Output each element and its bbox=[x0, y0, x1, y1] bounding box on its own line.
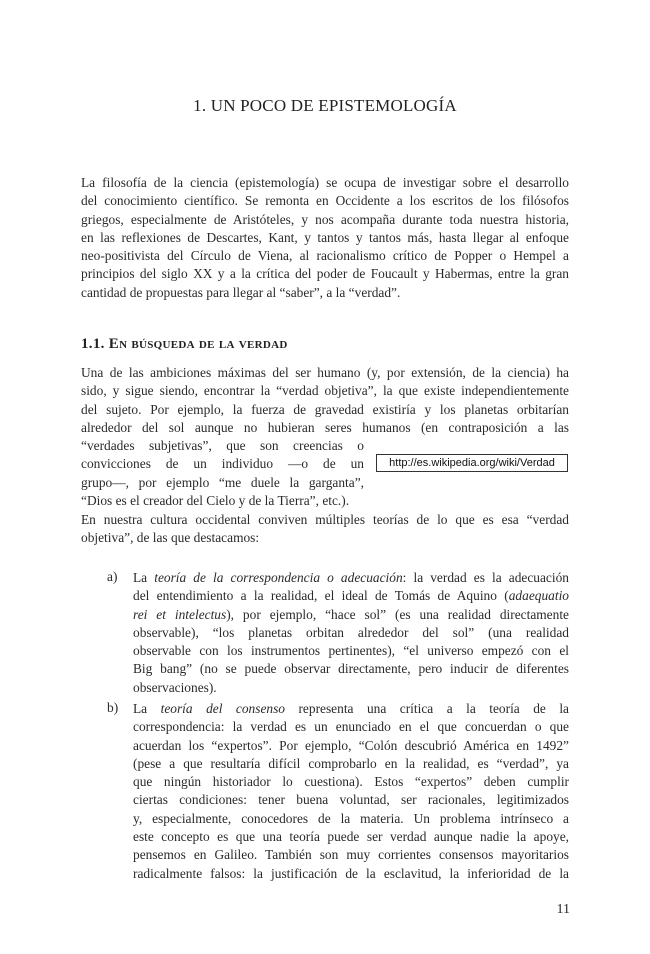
italic-text: adaequatio bbox=[508, 588, 569, 604]
text-line bbox=[133, 642, 569, 660]
text-line bbox=[133, 606, 569, 624]
text-segment: correspondencia: la verdad es un enunciado en el que concuerdan o que bbox=[133, 719, 569, 735]
text-line bbox=[133, 791, 569, 809]
text-segment: “verdades subjetivas”, que son creencias o bbox=[81, 438, 364, 453]
text-line bbox=[133, 846, 569, 864]
text-line bbox=[133, 587, 569, 605]
text-segment: grupo—, por ejemplo “me duele la garganta”, bbox=[81, 474, 364, 490]
text-line bbox=[81, 284, 569, 302]
text-line bbox=[81, 211, 569, 229]
italic-text: rei et intelectus bbox=[133, 606, 227, 622]
text-line bbox=[133, 773, 569, 791]
italic-text: teoría del consenso bbox=[160, 701, 285, 716]
section-paragraph-continued bbox=[81, 437, 364, 510]
text-line bbox=[133, 569, 569, 587]
text-segment: alrededor del sol aunque no hubieran seres humanos (en contraposición a las bbox=[81, 419, 569, 435]
text-segment: en las reflexiones de Descartes, Kant, y tantos y tantos más, hasta llegar al enfoque bbox=[81, 229, 569, 245]
text-segment: radicalmente falsos: la justificación de la esclavitud, la inferioridad de la bbox=[133, 865, 569, 881]
text-line bbox=[81, 419, 569, 437]
text-line bbox=[133, 624, 569, 642]
text-segment: La bbox=[133, 570, 155, 585]
text-line bbox=[81, 265, 569, 283]
text-segment: observable), “los planetas orbitan alrededor del sol” (una realidad bbox=[133, 624, 569, 640]
text-line bbox=[81, 529, 569, 547]
text-segment: que ningún historiador lo cuestiona). Estos “expertos” deben cumplir bbox=[133, 774, 569, 790]
text-line bbox=[133, 679, 569, 697]
text-line bbox=[133, 700, 569, 718]
text-line bbox=[133, 718, 569, 736]
text-segment: observaciones). bbox=[133, 679, 217, 695]
list-item-a bbox=[133, 569, 569, 697]
list-item-b bbox=[133, 700, 569, 883]
chapter-title: 1. UN POCO DE EPISTEMOLOGÍA bbox=[193, 96, 457, 115]
text-segment: ciertas condiciones: tener buena voluntad, ser racionales, legitimizados bbox=[133, 792, 569, 808]
text-segment: convicciones de un individuo —o de un bbox=[81, 456, 364, 472]
text-line bbox=[133, 865, 569, 883]
intro-paragraph bbox=[81, 174, 569, 302]
text-line bbox=[133, 737, 569, 755]
page-number: 11 bbox=[556, 902, 570, 917]
text-segment: Una de las ambiciones máximas del ser humano (y, por extensión, de la ciencia) ha bbox=[81, 365, 569, 380]
text-segment: “Dios es el creador del Cielo y de la Tierra”, etc.). bbox=[81, 492, 350, 508]
text-segment: objetiva”, de las que destacamos: bbox=[81, 530, 260, 546]
list-marker-b: b) bbox=[107, 700, 119, 715]
text-segment: del entendimiento a la realidad, el ideal de Tomás de Aquino ( bbox=[133, 588, 509, 604]
text-segment: este concepto es que una teoría puede ser verdad aunque nadie la apoye, bbox=[133, 829, 569, 845]
text-line bbox=[81, 229, 569, 247]
text-segment: ), por ejemplo, “hace sol” (es una realidad directamente bbox=[226, 606, 569, 622]
text-segment: principios del siglo XX y a la crítica del poder de Foucault y Habermas, entre la gran bbox=[81, 266, 569, 282]
text-segment: acuerdan los “expertos”. Por ejemplo, “Colón descubrió América en 1492” bbox=[133, 737, 569, 753]
text-line bbox=[81, 364, 569, 382]
text-segment: En nuestra cultura occidental conviven múltiples teorías de lo que es esa “verdad bbox=[81, 512, 569, 527]
italic-text: teoría de la correspondencia o adecuación bbox=[154, 570, 403, 585]
text-segment: (pese a que resultaría difícil comprobarlo en la realidad, es “verdad”, ya bbox=[133, 755, 569, 771]
text-segment: representa una crítica a la teoría de la bbox=[285, 701, 569, 716]
theories-intro bbox=[81, 511, 569, 548]
url-box[interactable]: http://es.wikipedia.org/wiki/Verdad bbox=[376, 454, 568, 472]
text-line bbox=[81, 455, 364, 473]
text-segment: griegos, especialmente de Aristóteles, y nos acompaña durante toda nuestra historia, bbox=[81, 211, 569, 227]
section-paragraph bbox=[81, 364, 569, 437]
text-segment: La bbox=[133, 701, 161, 716]
text-segment: observable con los instrumentos pertinentes), “el universo empezó con el bbox=[133, 643, 569, 659]
text-line bbox=[133, 828, 569, 846]
text-line bbox=[133, 755, 569, 773]
text-segment: cantidad de propuestas para llegar al “saber”, a la “verdad”. bbox=[81, 284, 401, 300]
text-segment: del conocimiento científico. Se remonta en Occidente a los escritos de los filósofos bbox=[81, 193, 569, 209]
text-line bbox=[81, 474, 364, 492]
text-segment: : la verdad es la adecuación bbox=[402, 570, 569, 585]
text-line bbox=[133, 810, 569, 828]
text-line bbox=[81, 192, 569, 210]
text-segment: La filosofía de la ciencia (epistemología) se ocupa de investigar sobre el desarrollo bbox=[81, 175, 569, 190]
list-marker-a: a) bbox=[107, 569, 118, 584]
section-heading bbox=[81, 336, 288, 353]
text-line bbox=[81, 174, 569, 192]
text-segment: sido, y sigue siendo, encontrar la “verdad objetiva”, la que existe independientemente bbox=[81, 383, 569, 399]
text-segment: pensemos en Galileo. También son muy corrientes consensos mayoritarios bbox=[133, 847, 569, 863]
text-line bbox=[81, 511, 569, 529]
section-title: En búsqueda de la verdad bbox=[108, 336, 288, 352]
text-line bbox=[81, 437, 364, 455]
section-number: 1.1. bbox=[81, 336, 105, 352]
text-segment: neo-positivista del Círculo de Viena, al racionalismo crítico de Popper o Hempel a bbox=[81, 248, 569, 264]
text-segment: Big bang” (no se puede observar directamente, pero inducir de diferentes bbox=[133, 661, 569, 677]
text-line bbox=[81, 492, 364, 510]
text-segment: del sujeto. Por ejemplo, la fuerza de gravedad existiría y los planetas orbitarían bbox=[81, 401, 569, 417]
text-line bbox=[133, 660, 569, 678]
text-segment: y, especialmente, conocedores de la materia. Un problema intrínseco a bbox=[133, 810, 569, 826]
text-line bbox=[81, 247, 569, 265]
text-line bbox=[81, 401, 569, 419]
text-line bbox=[81, 382, 569, 400]
